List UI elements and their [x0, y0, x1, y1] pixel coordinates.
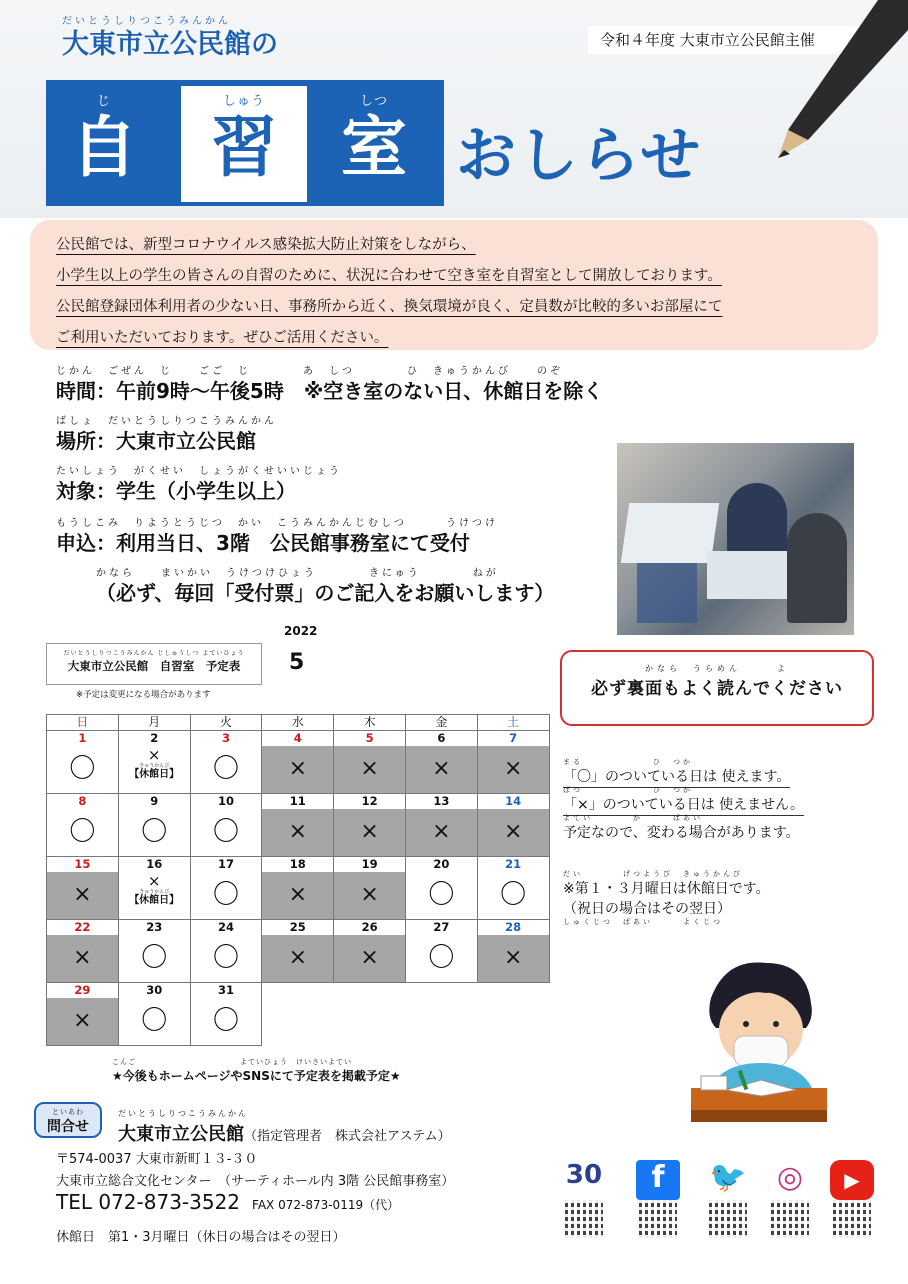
- schedule-year: 2022: [284, 624, 318, 638]
- calendar-closed-mark: ×: [47, 998, 119, 1046]
- info-place: ばしょ だいとうしりつこうみんかん 場所：大東市立公民館: [56, 416, 277, 453]
- weekday-header: 火: [190, 715, 262, 731]
- closed-note: だい げつようび きゅうかんび ※第１・３月曜日は休館日です。: [563, 870, 770, 897]
- weekday-header: 水: [262, 715, 334, 731]
- calendar-day-number: 12: [334, 794, 406, 809]
- weekday-header: 日: [47, 715, 119, 731]
- contact-tel: TEL 072-873-3522 FAX 072-873-0119（代）: [56, 1190, 400, 1214]
- info-apply: もうしこみ りようとうじつ かい こうみんかんじむしつ うけつけ 申込：利用当日、3階 公民館事務室にて受付: [56, 518, 498, 555]
- instagram-icon[interactable]: ◎: [776, 1160, 804, 1195]
- calendar-day-number: 26: [334, 920, 406, 935]
- calendar-day-number: 13: [405, 794, 477, 809]
- studying-child-illustration: [686, 958, 832, 1123]
- calendar-day-number: 10: [190, 794, 262, 809]
- calendar-closed-mark: ×: [262, 935, 334, 983]
- calendar-day-number: 25: [262, 920, 334, 935]
- legend-open: まる ひ つか 「〇」のついている日は 使えます。: [563, 758, 790, 786]
- calendar-closed-mark: ×: [262, 872, 334, 920]
- calendar-closed-mark: ×: [477, 935, 549, 983]
- calendar-closed-mark: ×: [477, 746, 549, 794]
- qr-code-icon[interactable]: [771, 1200, 809, 1238]
- qr-code-icon[interactable]: [639, 1200, 677, 1238]
- calendar-closed-mark: ×: [334, 872, 406, 920]
- calendar-day-number: 1: [47, 731, 119, 746]
- calendar-closed-mark: ×: [47, 935, 119, 983]
- calendar-closed-mark: ×: [47, 872, 119, 920]
- title-char-2: しゅう 習: [211, 94, 277, 186]
- calendar-open-mark: 〇: [47, 746, 119, 794]
- calendar-day-number: 14: [477, 794, 549, 809]
- contact-name: だいとうしりつこうみんかん 大東市立公民館（指定管理者 株式会社アステム）: [118, 1109, 451, 1145]
- title-char-1: じ 自: [71, 94, 137, 186]
- calendar-open-mark: 〇: [118, 809, 190, 857]
- pencil-icon: [748, 0, 908, 160]
- calendar-open-mark: 〇: [118, 935, 190, 983]
- calendar-table: [46, 714, 550, 1046]
- intro-line: ご利用いただいております。ぜひご活用ください。: [56, 330, 389, 346]
- contact-closed-days: 休館日 第1・3月曜日（休日の場合はその翌日）: [56, 1230, 346, 1245]
- calendar-day-number: 17: [190, 857, 262, 872]
- title-char-3: しつ 室: [341, 94, 407, 186]
- calendar-day-number: 2: [118, 731, 190, 746]
- calendar-open-mark: 〇: [190, 935, 262, 983]
- calendar-closed-mark: ×: [405, 809, 477, 857]
- calendar-closed-mark: ×: [405, 746, 477, 794]
- calendar-day-number: 27: [405, 920, 477, 935]
- calendar-open-mark: 〇: [190, 809, 262, 857]
- legend-change: よてい か ばあい 予定なので、変わる場合があります。: [563, 814, 800, 841]
- calendar-open-mark: 〇: [47, 809, 119, 857]
- calendar-closed-mark: ×: [334, 809, 406, 857]
- intro-box: [30, 220, 878, 350]
- calendar-footnote: こんご よていひょう けいさいよてい ★今後もホームページやSNSにて予定表を掲載予定★: [112, 1058, 401, 1083]
- calendar-day-number: 5: [334, 731, 406, 746]
- calendar-day-number: 18: [262, 857, 334, 872]
- qr-code-icon[interactable]: [833, 1200, 871, 1238]
- calendar-open-mark: 〇: [405, 872, 477, 920]
- calendar: [46, 714, 549, 1046]
- twitter-icon[interactable]: 🐦: [709, 1160, 747, 1195]
- study-room-photo: [617, 443, 854, 635]
- contact-building: 大東市立総合文化センター （サーティホール内 3階 公民館事務室）: [56, 1174, 455, 1189]
- qr-code-icon[interactable]: [709, 1200, 747, 1238]
- calendar-day-number: 28: [477, 920, 549, 935]
- info-note: かなら まいかい うけつけひょう きにゅう ねが （必ず、毎回「受付票」のご記入をお願いします）: [96, 568, 555, 605]
- weekday-header: 土: [477, 715, 549, 731]
- calendar-day-number: 29: [47, 983, 119, 998]
- calendar-holiday-mark: × きゅうかんび 【休館日】: [118, 746, 190, 794]
- calendar-day-number: 11: [262, 794, 334, 809]
- calendar-day-number: 3: [190, 731, 262, 746]
- calendar-open-mark: 〇: [190, 746, 262, 794]
- calendar-open-mark: 〇: [190, 998, 262, 1046]
- calendar-closed-mark: ×: [262, 746, 334, 794]
- header-kicker: だいとうしりつこうみんかん 大東市立公民館の: [62, 16, 278, 60]
- calendar-day-number: 15: [47, 857, 119, 872]
- calendar-day-number: 16: [118, 857, 190, 872]
- calendar-open-mark: 〇: [477, 872, 549, 920]
- calendar-day-number: 24: [190, 920, 262, 935]
- thirty-logo-icon[interactable]: 30: [565, 1160, 603, 1190]
- qr-code-icon[interactable]: [565, 1200, 603, 1238]
- calendar-day-number: 9: [118, 794, 190, 809]
- calendar-closed-mark: ×: [477, 809, 549, 857]
- calendar-day-number: 4: [262, 731, 334, 746]
- calendar-holiday-mark: × きゅうかんび 【休館日】: [118, 872, 190, 920]
- calendar-day-number: 21: [477, 857, 549, 872]
- schedule-note: ※予定は変更になる場合があります: [76, 690, 211, 700]
- calendar-closed-mark: ×: [334, 746, 406, 794]
- weekday-header: 金: [405, 715, 477, 731]
- youtube-icon[interactable]: ▶: [830, 1160, 874, 1200]
- intro-line: 公民館では、新型コロナウイルス感染拡大防止対策をしながら、: [56, 237, 476, 253]
- weekday-header: 木: [334, 715, 406, 731]
- closed-note-holiday: （祝日の場合はその翌日） しゅくじつ ばあい よくじつ: [563, 901, 731, 926]
- calendar-day-number: 7: [477, 731, 549, 746]
- info-time: じかん ごぜん じ ごご じ あ しつ ひ きゅうかんび のぞ 時間：午前9時～午後5時 ※空き室のない日、休館日を除く: [56, 366, 604, 403]
- title-suffix: おしらせ: [456, 121, 703, 191]
- calendar-day-number: 23: [118, 920, 190, 935]
- calendar-open-mark: 〇: [190, 872, 262, 920]
- weekday-header: 月: [118, 715, 190, 731]
- contact-badge: といあわ 問合せ: [34, 1102, 102, 1138]
- facebook-icon[interactable]: f: [636, 1160, 680, 1200]
- calendar-day-number: 6: [405, 731, 477, 746]
- calendar-open-mark: 〇: [405, 935, 477, 983]
- calendar-day-number: 31: [190, 983, 262, 998]
- calendar-day-number: 22: [47, 920, 119, 935]
- calendar-day-number: 19: [334, 857, 406, 872]
- calendar-day-number: 30: [118, 983, 190, 998]
- legend-closed: ばつ ひ つか 「×」のついている日は 使えません。: [563, 786, 804, 814]
- calendar-day-number: 8: [47, 794, 119, 809]
- intro-line: 公民館登録団体利用者の少ない日、事務所から近く、換気環境が良く、定員数が比較的多いお部屋にて: [56, 299, 723, 315]
- calendar-open-mark: 〇: [118, 998, 190, 1046]
- contact-address: 〒574-0037 大東市新町１３-３０: [56, 1152, 258, 1167]
- schedule-month: 5: [289, 650, 305, 675]
- calendar-closed-mark: ×: [334, 935, 406, 983]
- organizer-label: 令和４年度 大東市立公民館主催: [588, 26, 888, 54]
- calendar-day-number: 20: [405, 857, 477, 872]
- info-target: たいしょう がくせい しょうがくせいいじょう 対象：学生（小学生以上）: [56, 466, 342, 503]
- intro-line: 小学生以上の学生の皆さんの自習のために、状況に合わせて空き室を自習室として開放しております。: [56, 268, 722, 284]
- schedule-title-box: だいとうしりつこうみんかん じしゅうしつ よていひょう 大東市立公民館 自習室 予定表: [46, 643, 262, 685]
- notice-box: かなら うらめん よ 必ず裏面もよく読んでください: [560, 650, 874, 726]
- calendar-closed-mark: ×: [262, 809, 334, 857]
